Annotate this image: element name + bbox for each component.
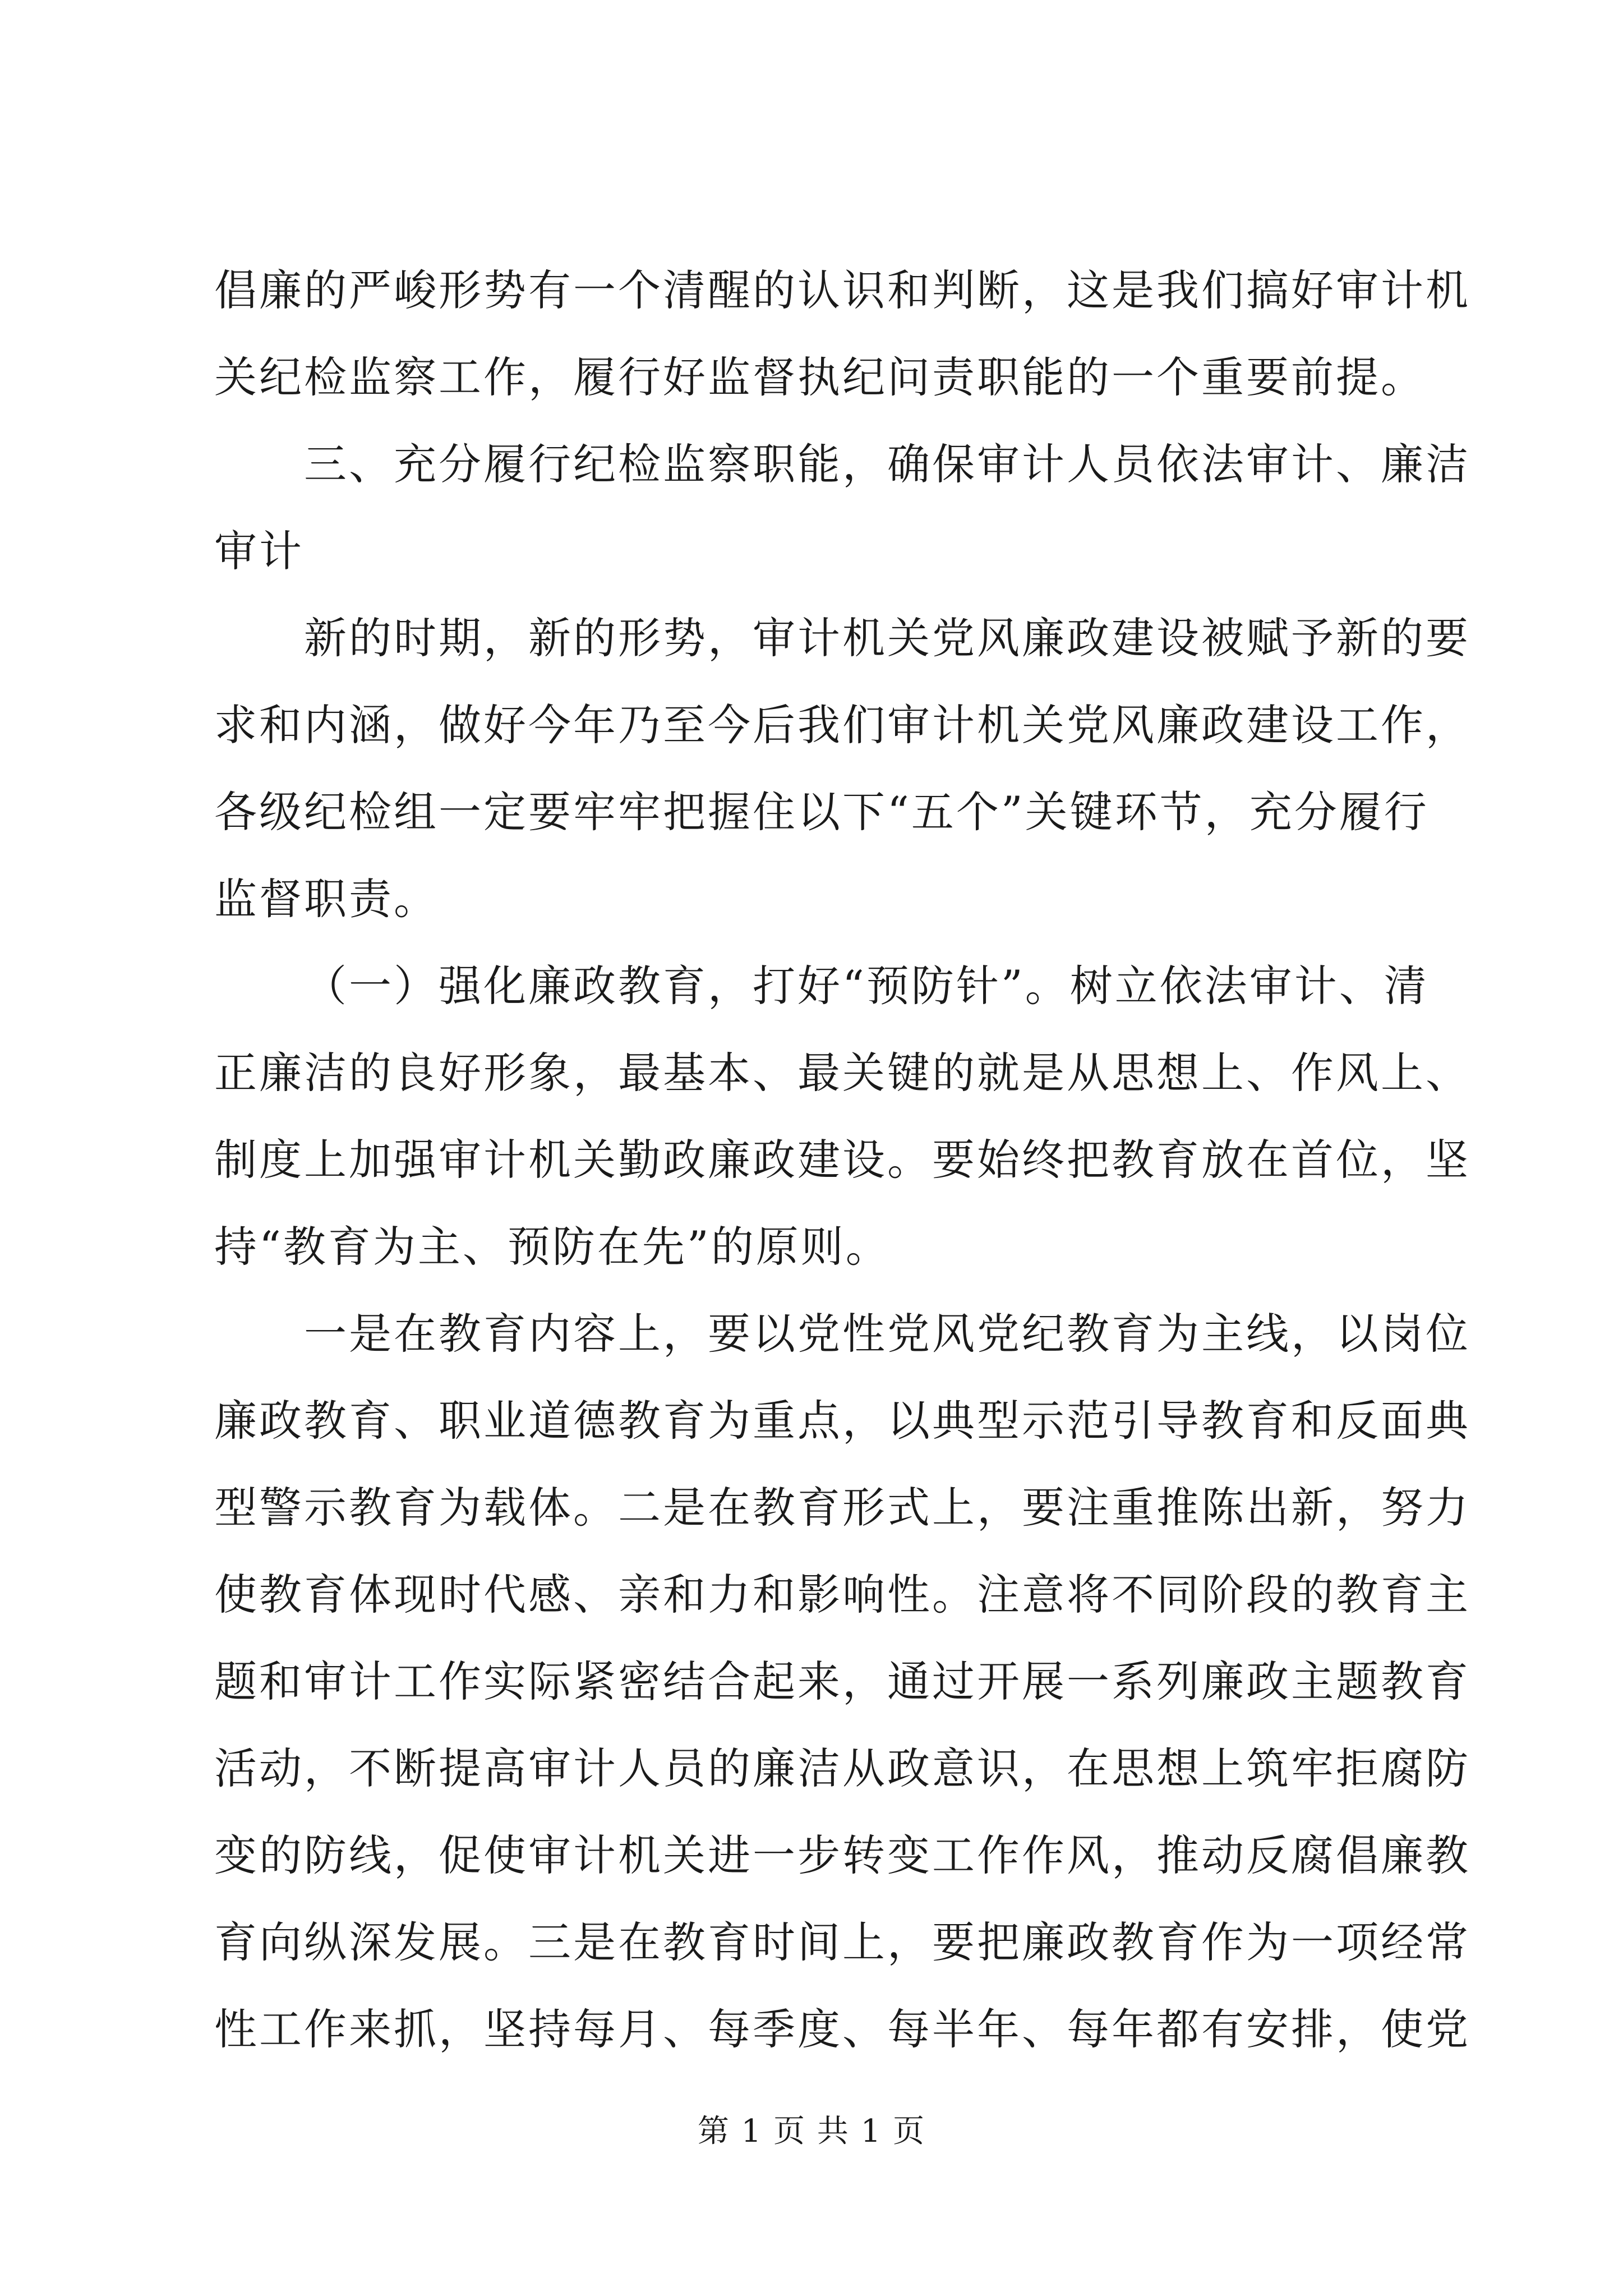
paragraph-line: 求和内涵，做好今年乃至今后我们审计机关党风廉政建设工作， (214, 700, 1470, 750)
paragraph-line: 制度上加强审计机关勤政廉政建设。要始终把教育放在首位，坚 (214, 1135, 1470, 1185)
paragraph-line: 题和审计工作实际紧密结合起来，通过开展一系列廉政主题教育 (214, 1657, 1470, 1706)
paragraph-line: 持“教育为主、预防在先”的原则。 (214, 1222, 891, 1272)
paragraph-line: 一是在教育内容上，要以党性党风党纪教育为主线，以岗位 (304, 1309, 1470, 1359)
paragraph-line: 变的防线，促使审计机关进一步转变工作作风，推动反腐倡廉教 (214, 1830, 1470, 1880)
paragraph-line: 型警示教育为载体。二是在教育形式上，要注重推陈出新，努力 (214, 1483, 1470, 1533)
paragraph-line: 育向纵深发展。三是在教育时间上，要把廉政教育作为一项经常 (214, 1917, 1470, 1967)
paragraph-line: 性工作来抓，坚持每月、每季度、每半年、每年都有安排，使党 (214, 2004, 1470, 2054)
section-heading-line: 三、充分履行纪检监察职能，确保审计人员依法审计、廉洁 (304, 439, 1470, 489)
paragraph-line: 正廉洁的良好形象，最基本、最关键的就是从思想上、作风上、 (214, 1048, 1470, 1098)
section-heading-line: 审计 (214, 526, 304, 576)
paragraph-line: 监督职责。 (214, 874, 439, 924)
paragraph-line: 各级纪检组一定要牢牢把握住以下“五个”关键环节，充分履行 (214, 787, 1429, 837)
paragraph-line: 活动，不断提高审计人员的廉洁从政意识，在思想上筑牢拒腐防 (214, 1743, 1470, 1793)
paragraph-line: 倡廉的严峻形势有一个清醒的认识和判断，这是我们搞好审计机 (214, 265, 1470, 315)
document-body (214, 247, 1470, 2073)
paragraph-line: 使教育体现时代感、亲和力和影响性。注意将不同阶段的教育主 (214, 1570, 1470, 1619)
paragraph-line: 廉政教育、职业道德教育为重点，以典型示范引导教育和反面典 (214, 1396, 1470, 1446)
paragraph-line: 新的时期，新的形势，审计机关党风廉政建设被赋予新的要 (304, 613, 1470, 663)
subsection-heading-line: （一）强化廉政教育，打好“预防针”。树立依法审计、清 (304, 961, 1429, 1011)
page-number-footer: 第 1 页 共 1 页 (697, 2113, 926, 2150)
paragraph-line: 关纪检监察工作，履行好监督执纪问责职能的一个重要前提。 (214, 352, 1426, 402)
